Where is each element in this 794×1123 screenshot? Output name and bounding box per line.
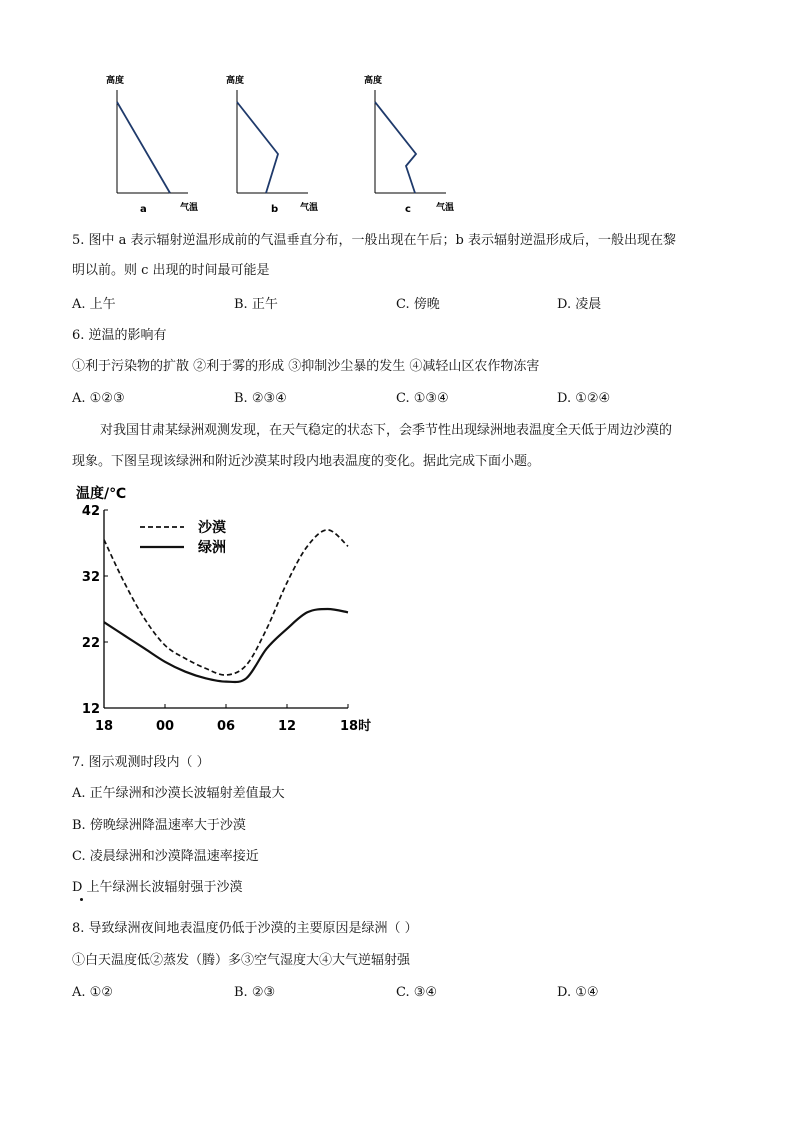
q8-items: ①白天温度低②蒸发（腾）多③空气湿度大④大气逆辐射强 xyxy=(72,953,411,968)
legend-label-desert: 沙漠 xyxy=(198,520,226,536)
passage-line1: 对我国甘肃某绿洲观测发现，在天气稳定的状态下，会季节性出现绿洲地表温度全天低于周边沙漠的 xyxy=(100,423,673,438)
chart-series-oasis-line xyxy=(104,609,348,682)
passage-line2: 现象。下图呈现该绿洲和附近沙漠某时段内地表温度的变化。据此完成下面小题。 xyxy=(72,454,541,469)
diagram-c xyxy=(358,70,468,215)
chart-y-tick-label: 32 xyxy=(81,570,100,585)
q8-stem: 8. 导致绿洲夜间地表温度仍低于沙漠的主要原因是绿洲（ ） xyxy=(72,921,418,936)
diagram-c-profile xyxy=(375,102,416,193)
diagram-a-tag: a xyxy=(140,204,147,215)
q6-option-c[interactable]: C. ①③④ xyxy=(396,391,449,406)
q5-option-a[interactable]: A. 上午 xyxy=(72,297,116,312)
q5-stem-line1: 5. 图中 a 表示辐射逆温形成前的气温垂直分布，一般出现在午后；b 表示辐射逆温形成后，一般出现在黎 xyxy=(72,233,677,248)
chart-y-tick-label: 12 xyxy=(81,702,100,717)
diagram-c-x-label: 气温 xyxy=(436,203,455,213)
chart-x-tick-label: 12 xyxy=(277,719,297,734)
chart-x-tick-label: 18时 xyxy=(340,719,372,734)
stray-dot xyxy=(80,898,83,901)
chart-y-title: 温度/℃ xyxy=(76,486,127,502)
diagram-a xyxy=(100,70,210,215)
q6-stem: 6. 逆温的影响有 xyxy=(72,328,167,343)
diagram-a-x-label: 气温 xyxy=(180,203,199,213)
legend-label-oasis: 绿洲 xyxy=(198,540,226,556)
q5-option-c[interactable]: C. 傍晚 xyxy=(396,297,440,312)
temperature-chart xyxy=(70,482,380,744)
chart-axes xyxy=(82,504,371,734)
chart-lines xyxy=(104,530,348,682)
q7-option-b[interactable]: B. 傍晚绿洲降温速率大于沙漠 xyxy=(72,818,246,833)
diagram-b-y-label: 高度 xyxy=(226,76,245,86)
q7-stem: 7. 图示观测时段内（ ） xyxy=(72,755,210,770)
chart-x-tick-label: 00 xyxy=(155,719,175,734)
q5-option-b[interactable]: B. 正午 xyxy=(234,297,278,312)
q5-option-d[interactable]: D. 凌晨 xyxy=(557,297,602,312)
diagram-b-x-label: 气温 xyxy=(300,203,319,213)
diagram-c-y-label: 高度 xyxy=(364,76,383,86)
q6-option-a[interactable]: A. ①②③ xyxy=(72,391,125,406)
q5-stem-line2: 明以前。则 c 出现的时间最可能是 xyxy=(72,263,270,278)
diagram-b xyxy=(220,70,330,215)
q8-option-a[interactable]: A. ①② xyxy=(72,985,113,1000)
q6-option-b[interactable]: B. ②③④ xyxy=(234,391,287,406)
q8-option-d[interactable]: D. ①④ xyxy=(557,985,599,1000)
chart-legend xyxy=(140,519,226,556)
chart-y-tick-label: 22 xyxy=(81,636,100,651)
q8-option-b[interactable]: B. ②③ xyxy=(234,985,276,1000)
q7-option-a[interactable]: A. 正午绿洲和沙漠长波辐射差值最大 xyxy=(72,786,285,801)
q7-option-d[interactable]: D 上午绿洲长波辐射强于沙漠 xyxy=(72,880,243,895)
diagram-b-tag: b xyxy=(271,204,279,215)
chart-y-tick-label: 42 xyxy=(81,504,100,519)
chart-series-desert-line xyxy=(104,530,348,675)
q7-option-c[interactable]: C. 凌晨绿洲和沙漠降温速率接近 xyxy=(72,849,259,864)
diagram-a-profile xyxy=(117,102,170,193)
q6-option-d[interactable]: D. ①②④ xyxy=(557,391,611,406)
q6-items: ①利于污染物的扩散 ②利于雾的形成 ③抑制沙尘暴的发生 ④减轻山区农作物冻害 xyxy=(72,359,540,374)
chart-x-tick-label: 18 xyxy=(94,719,114,734)
diagram-c-tag: c xyxy=(405,204,411,215)
diagram-a-y-label: 高度 xyxy=(106,76,125,86)
q8-option-c[interactable]: C. ③④ xyxy=(396,985,438,1000)
diagram-b-profile xyxy=(237,102,278,193)
chart-x-tick-label: 06 xyxy=(216,719,236,734)
